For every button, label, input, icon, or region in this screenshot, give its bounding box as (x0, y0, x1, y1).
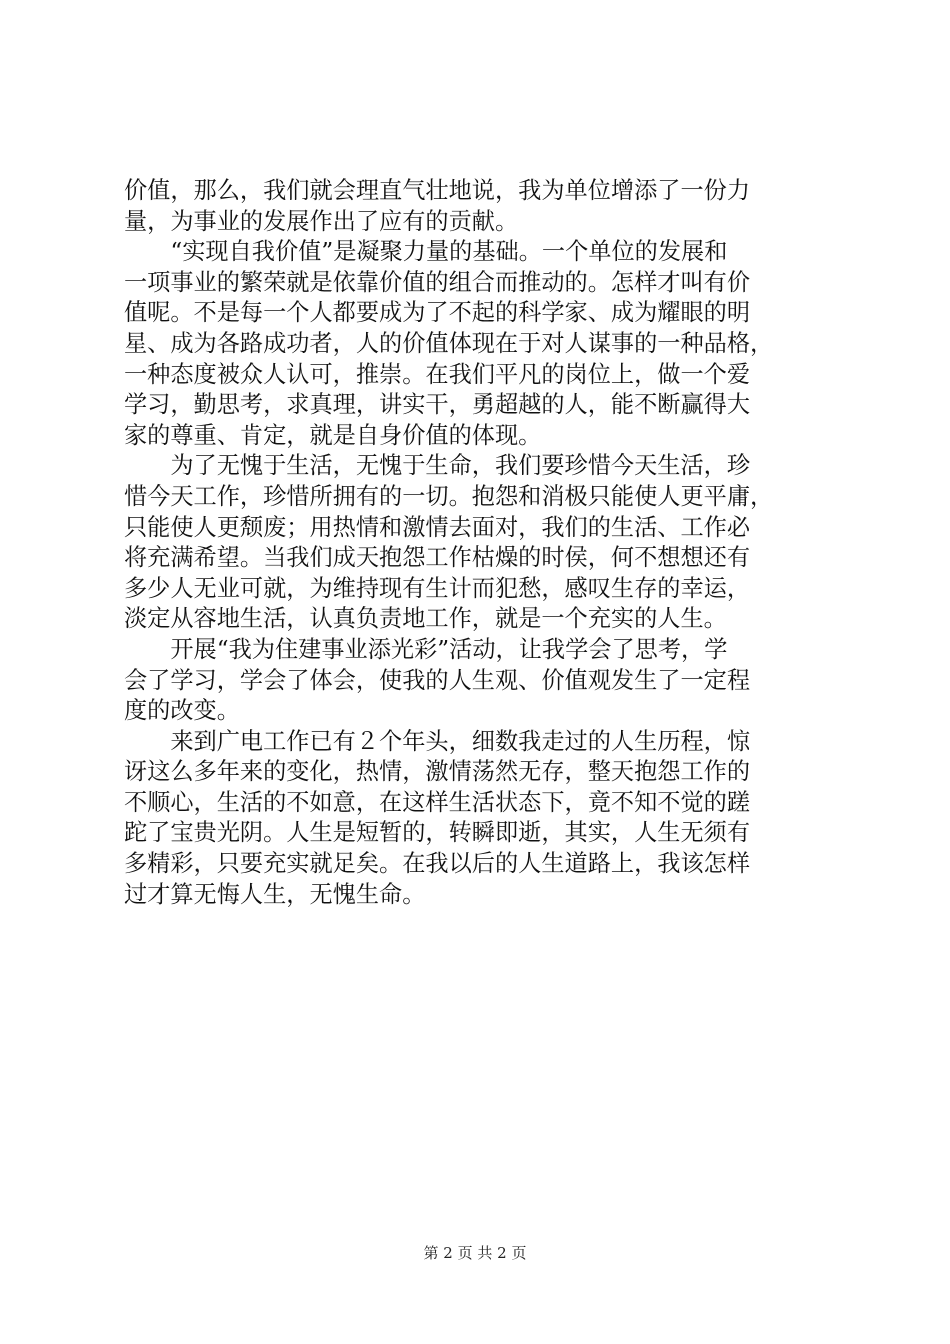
text-line: 为了无愧于生活，无愧于生命，我们要珍惜今天生活，珍 (124, 452, 751, 480)
text-line: 惜今天工作，珍惜所拥有的一切。抱怨和消极只能使人更平庸， (124, 482, 774, 510)
text-line: “实现自我价值”是凝聚力量的基础。一个单位的发展和 (124, 238, 728, 266)
text-line: 家的尊重、肯定，就是自身价值的体现。 (124, 421, 542, 449)
text-line: 过才算无悔人生，无愧生命。 (124, 880, 426, 908)
text-line: 值呢。不是每一个人都要成为了不起的科学家、成为耀眼的明 (124, 299, 751, 327)
document-body (124, 176, 836, 910)
text-line: 跎了宝贵光阴。人生是短暂的，转瞬即逝，其实，人生无须有 (124, 819, 751, 847)
text-line: 多精彩，只要充实就足矣。在我以后的人生道路上，我该怎样 (124, 850, 751, 878)
text-line: 淡定从容地生活，认真负责地工作，就是一个充实的人生。 (124, 605, 727, 633)
text-line: 价值，那么，我们就会理直气壮地说，我为单位增添了一份力 (124, 177, 751, 204)
text-line: 来到广电工作已有２个年头，细数我走过的人生历程，惊 (124, 727, 751, 755)
text-line: 不顺心，生活的不如意，在这样生活状态下，竟不知不觉的蹉 (124, 788, 751, 816)
text-line: 多少人无业可就，为维持现有生计而犯愁，感叹生存的幸运， (124, 574, 751, 602)
text-line: 量，为事业的发展作出了应有的贡献。 (124, 207, 519, 235)
text-line: 会了学习，学会了体会，使我的人生观、价值观发生了一定程 (124, 666, 751, 694)
text-line: 星、成为各路成功者，人的价值体现在于对人谋事的一种品格， (124, 329, 774, 357)
text-line: 度的改变。 (124, 697, 240, 725)
text-line: 开展“我为住建事业添光彩”活动，让我学会了思考，学 (124, 635, 728, 663)
text-line: 学习，勤思考，求真理，讲实干，勇超越的人，能不断赢得大 (124, 391, 751, 419)
text-line: 讶这么多年来的变化，热情，激情荡然无存，整天抱怨工作的 (124, 758, 751, 786)
text-line: 只能使人更颓废；用热情和激情去面对，我们的生活、工作必 (124, 513, 751, 541)
text-line: 将充满希望。当我们成天抱怨工作枯燥的时侯，何不想想还有 (124, 544, 751, 572)
text-line: 一项事业的繁荣就是依靠价值的组合而推动的。怎样才叫有价 (124, 268, 751, 296)
page-number-footer: 第 2 页 共 2 页 (423, 1244, 527, 1262)
text-line: 一种态度被众人认可，推崇。在我们平凡的岗位上，做一个爱 (124, 360, 751, 388)
